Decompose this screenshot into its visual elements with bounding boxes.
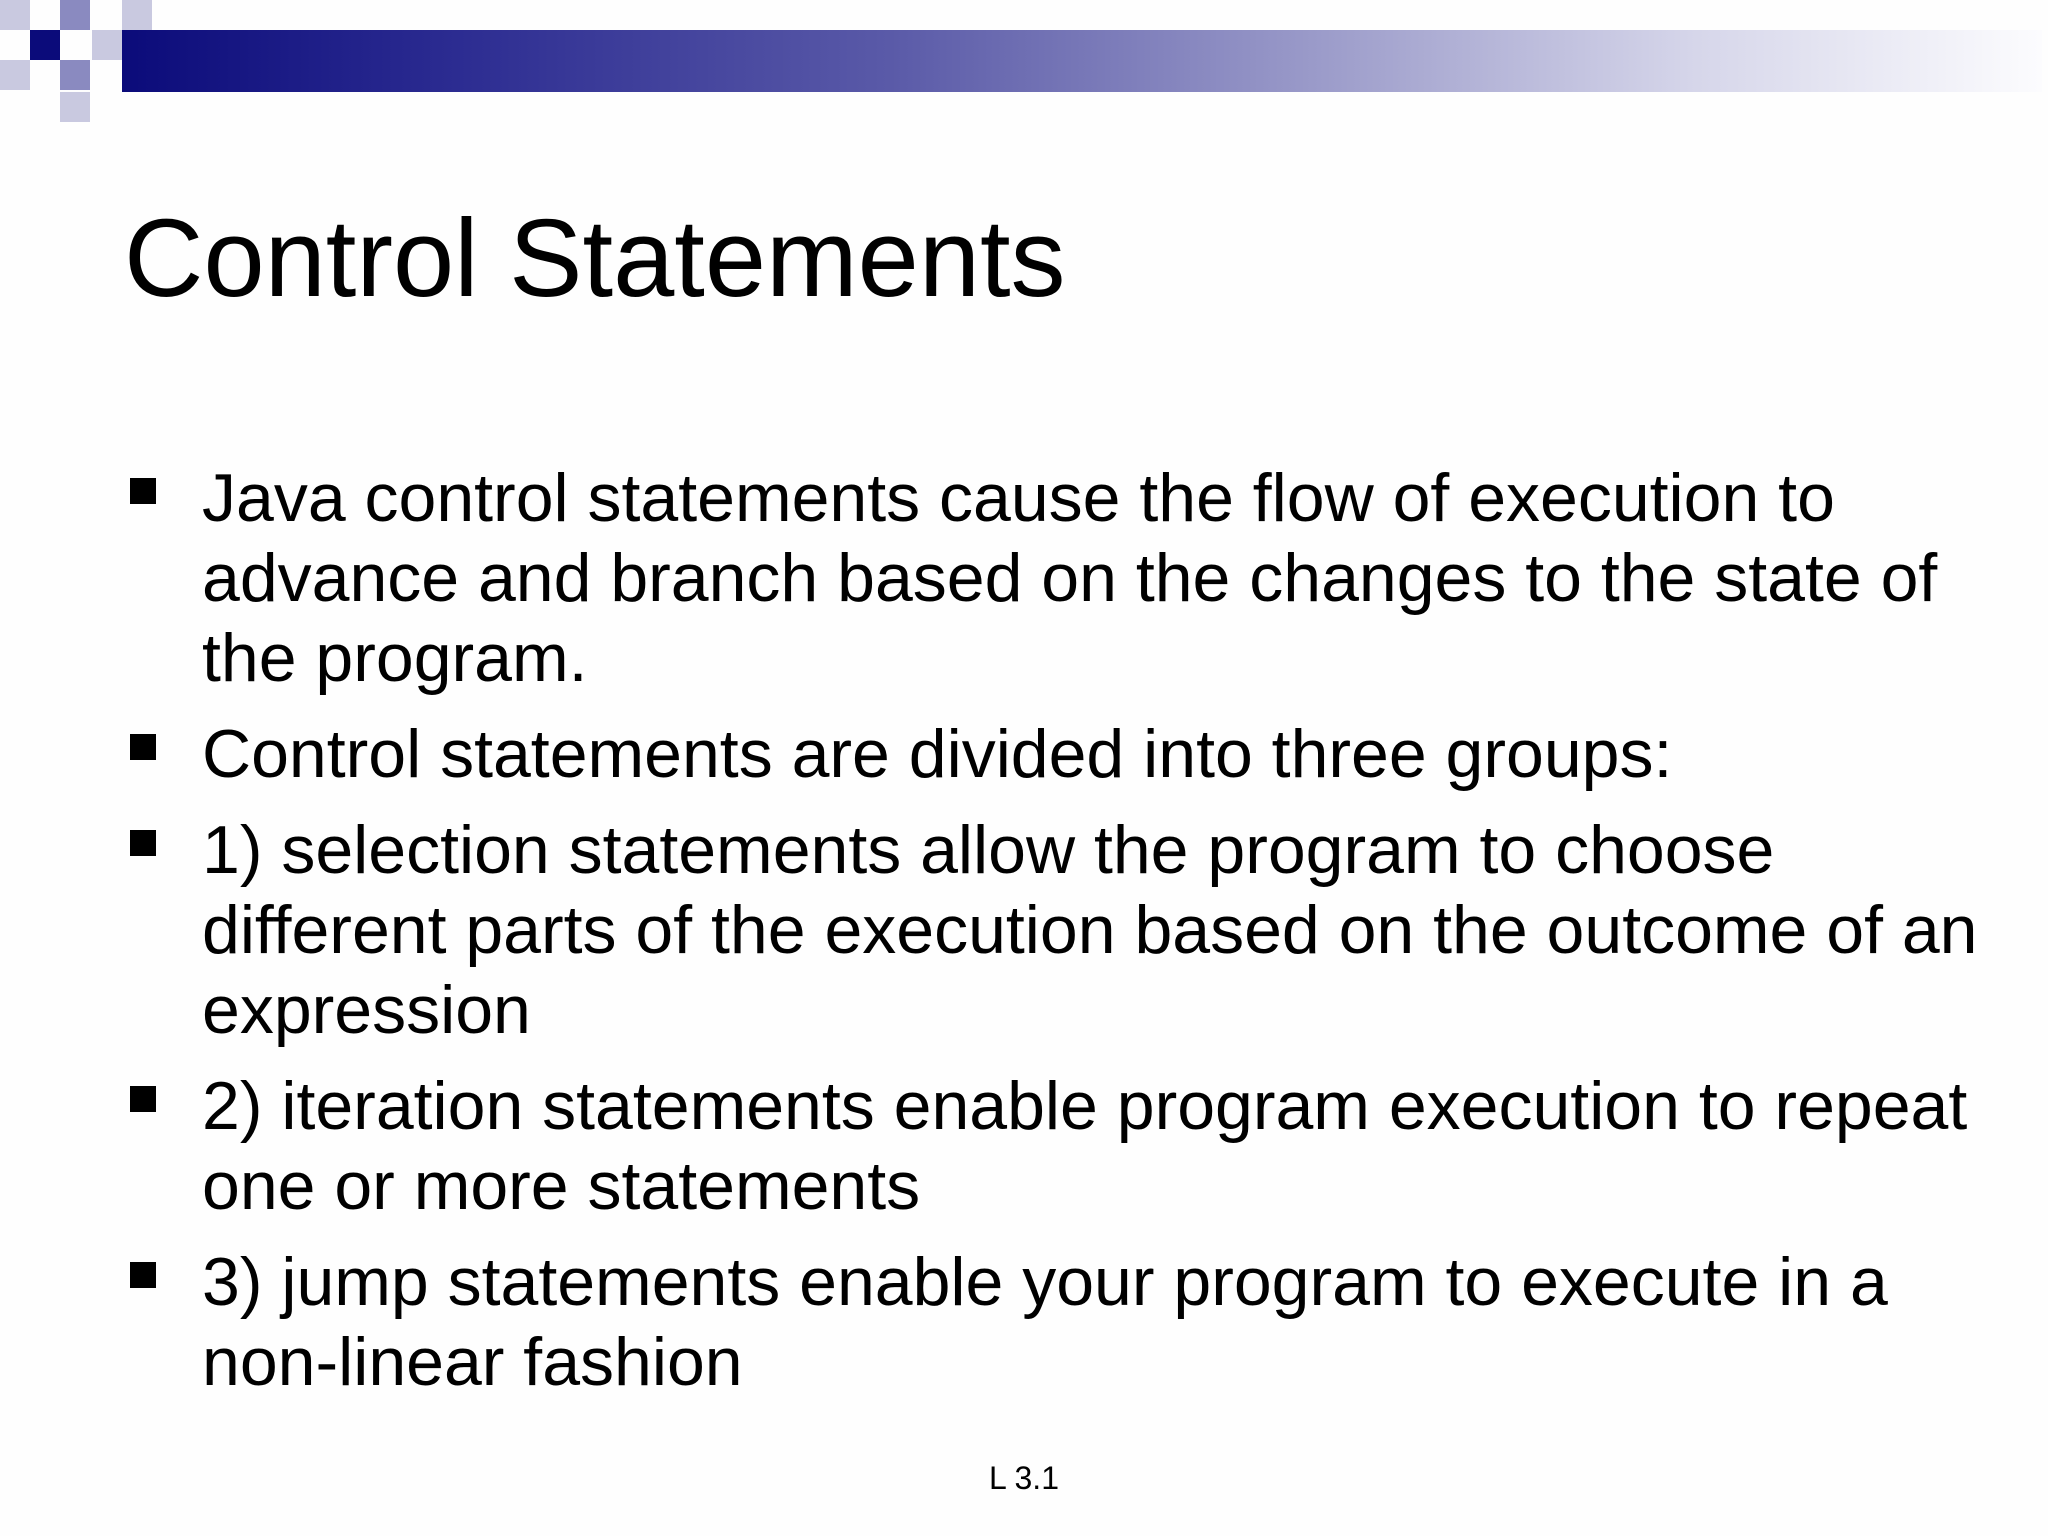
slide-title: Control Statements — [124, 196, 1066, 320]
bullet-text: Control statements are divided into three groups: — [202, 716, 1673, 792]
decor-square — [122, 0, 152, 30]
bullet-text: Java control statements cause the flow of execution to advance and branch based on the changes to the state of the program. — [202, 460, 1938, 696]
header-banner — [122, 30, 2042, 92]
decor-square — [0, 0, 30, 30]
decor-square — [60, 60, 90, 90]
decor-square — [30, 30, 60, 60]
decor-square — [92, 30, 122, 60]
square-bullet-icon — [130, 1262, 156, 1288]
square-bullet-icon — [130, 478, 156, 504]
decor-square — [60, 92, 90, 122]
list-item — [124, 810, 2004, 1050]
square-bullet-icon — [130, 1086, 156, 1112]
list-item — [124, 1242, 2004, 1402]
bullet-text: 2) iteration statements enable program execution to repeat one or more statements — [202, 1068, 1968, 1224]
square-bullet-icon — [130, 830, 156, 856]
bullet-list — [124, 458, 2004, 1418]
decor-square — [60, 0, 90, 30]
list-item — [124, 458, 2004, 698]
bullet-text: 1) selection statements allow the program to choose different parts of the execution based on the outcome of an expression — [202, 812, 1978, 1048]
bullet-text: 3) jump statements enable your program to execute in a non-linear fashion — [202, 1244, 1888, 1400]
square-bullet-icon — [130, 734, 156, 760]
list-item — [124, 1066, 2004, 1226]
decor-square — [0, 60, 30, 90]
slide-number: L 3.1 — [989, 1460, 1059, 1496]
list-item — [124, 714, 2004, 794]
